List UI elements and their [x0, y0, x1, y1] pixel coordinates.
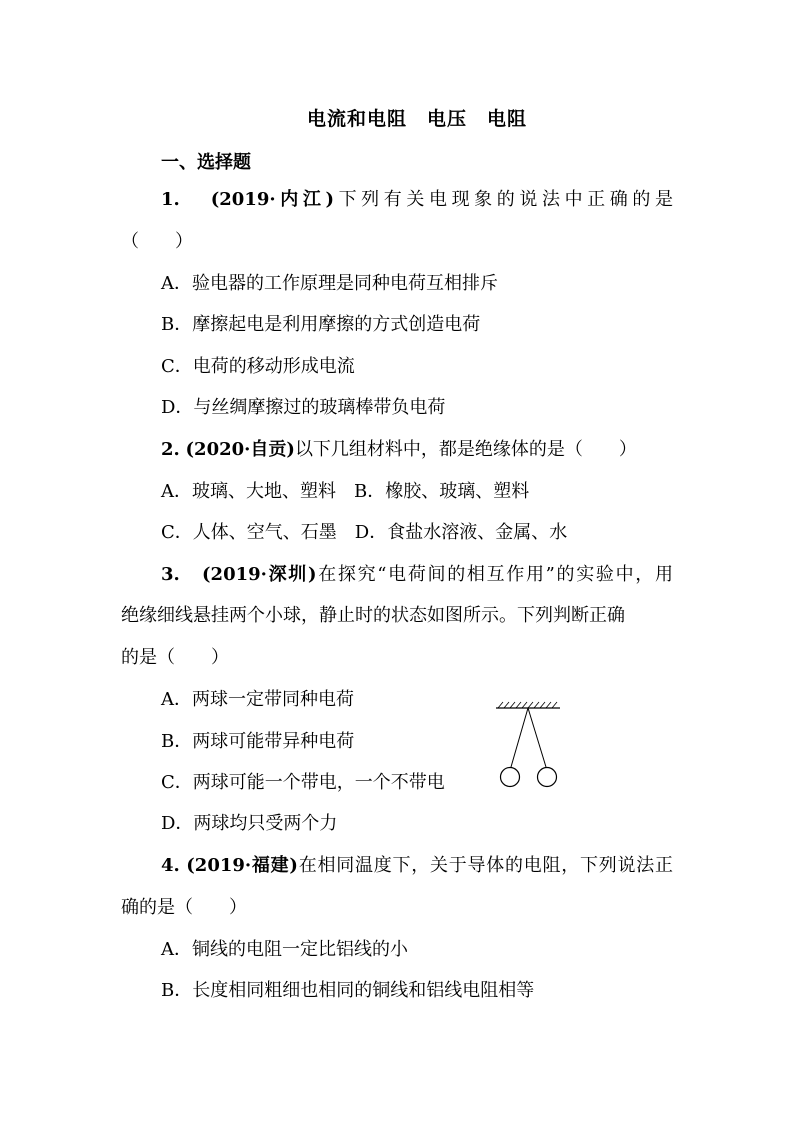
question-number: 4. [161, 855, 180, 876]
question-text: 在相同温度下，关于导体的电阻，下列说法正 [297, 855, 673, 876]
question-source: (2019·内江) [210, 189, 334, 210]
question-text: 在探究“电荷间的相互作用”的实验中，用 [316, 564, 673, 585]
right-thread [528, 708, 546, 767]
option-2cd: C．人体、空气、石墨 D．食盐水溶液、金属、水 [161, 522, 568, 543]
question-4-stem [161, 853, 673, 879]
question-3-stem [161, 562, 673, 588]
option-4a: A．铜线的电阻一定比铝线的小 [161, 939, 408, 960]
left-thread [511, 708, 528, 767]
page-title: 电流和电阻 电压 电阻 [306, 108, 527, 130]
option-1c: C．电荷的移动形成电流 [161, 356, 355, 377]
option-1d: D．与丝绸摩擦过的玻璃棒带负电荷 [161, 397, 446, 418]
ceiling-hatch [496, 702, 560, 708]
question-source: (2019·福建) [186, 855, 298, 876]
question-4-stem-continued: 确的是（ ） [121, 897, 247, 918]
option-3a: A．两球一定带同种电荷 [161, 689, 354, 710]
question-1-stem-continued: （ ） [121, 231, 193, 252]
option-1a: A．验电器的工作原理是同种电荷互相排斥 [161, 273, 498, 294]
question-2-stem [161, 437, 637, 463]
question-number: 3. [161, 564, 180, 585]
question-source: (2019·深圳) [202, 564, 317, 585]
right-ball [538, 768, 557, 787]
option-3b: B．两球可能带异种电荷 [161, 731, 355, 752]
question-text: 以下几组材料中，都是绝缘体的是（ ） [294, 439, 637, 460]
option-4b: B．长度相同粗细也相同的铜线和铝线电阻相等 [161, 980, 535, 1001]
option-3c: C．两球可能一个带电，一个不带电 [161, 772, 445, 793]
question-number: 1. [161, 189, 180, 210]
question-1-stem [161, 187, 673, 213]
left-ball [501, 768, 520, 787]
question-number: 2. [161, 439, 180, 460]
question-text: 下列有关电现象的说法中正确的是 [333, 189, 673, 210]
option-3d: D．两球均只受两个力 [161, 813, 338, 834]
option-1b: B．摩擦起电是利用摩擦的方式创造电荷 [161, 314, 481, 335]
question-3-stem-end: 的是（ ） [121, 647, 229, 668]
option-2ab: A．玻璃、大地、塑料 B．橡胶、玻璃、塑料 [161, 481, 530, 502]
question-source: (2020·自贡) [185, 439, 295, 460]
section-heading: 一、选择题 [161, 152, 251, 173]
pendulum-figure [494, 700, 564, 795]
question-3-stem-continued: 绝缘细线悬挂两个小球，静止时的状态如图所示。下列判断正确 [121, 605, 625, 626]
